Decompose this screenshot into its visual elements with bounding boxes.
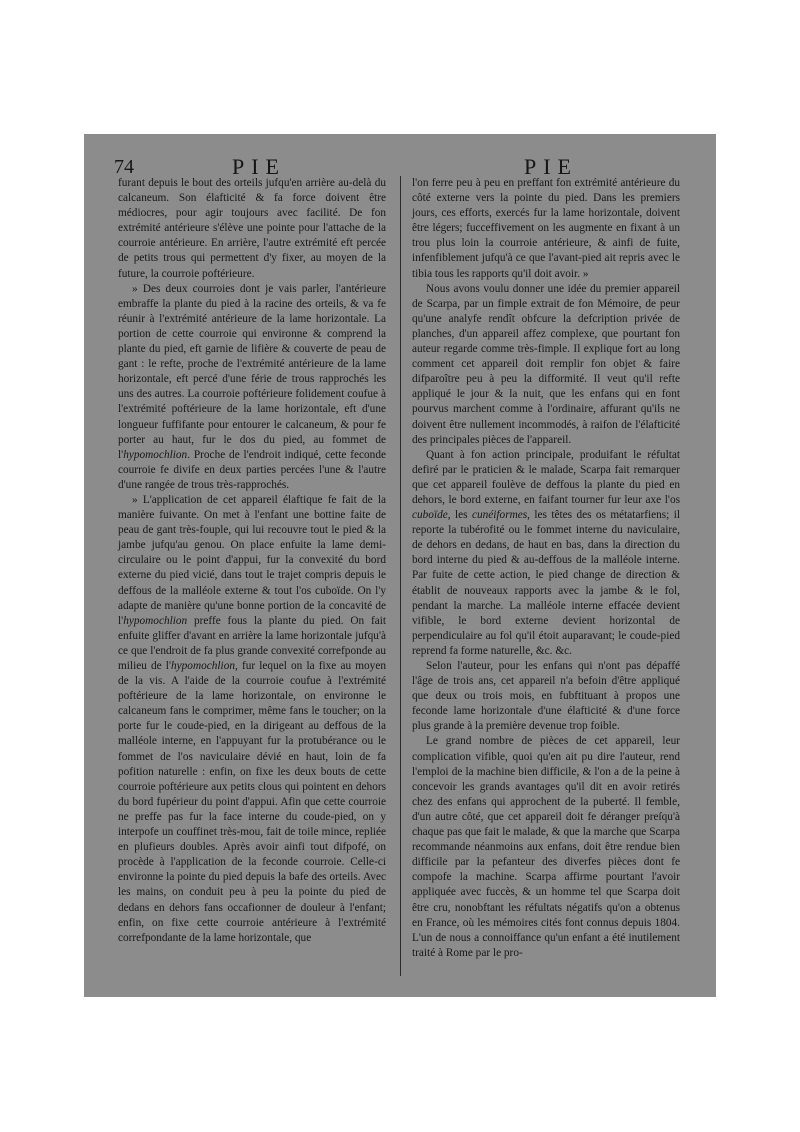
paragraph <box>118 282 386 493</box>
italic-term: cunéiformes <box>471 509 528 522</box>
left-column <box>118 176 386 946</box>
text-run: . Proche de l'endroit indiqué, cette feconde courroie fe divife en deux parties percées l'une & l'autre d'une rangée de trous très-rapprochés. <box>118 448 386 491</box>
italic-term: hypomochlion <box>123 448 188 461</box>
italic-term: cuboïde <box>412 509 448 522</box>
paragraph <box>412 448 680 659</box>
paragraph <box>412 282 680 448</box>
text-run: Nous avons voulu donner une idée du premier appareil de Scarpa, par un fimple extrait de fon Mémoire, de peur qu'une analyfe rendît obfcure la defcription privée de planches, d'un appareil affez complexe, que pourtant fon auteur regarde comme très-fimple. Il explique fort au long comment cet appareil doit remplir fon objet & faire difparoître peu à peu la difformité. Il veut qu'il refte appliqué le jour & la nuit, que les enfans qui en font pourvus marchent comme à l'ordinaire, affurant qu'ils ne doivent être nullement incommodés, à raifon de l'élafticité des principales pièces de l'appareil. <box>412 282 680 446</box>
paragraph <box>118 176 386 282</box>
paragraph <box>118 493 386 946</box>
text-run: Le grand nombre de pièces de cet appareil, leur complication vifible, quoi qu'en ait pu dire l'auteur, rend l'emploi de la machine bien difficile, & l'on a de la peine à concevoir les grands avantages qu'il dit en avoir retirés chez des enfans qui approchent de la puberté. Il femble, d'un autre côté, que cet appareil doit fe déranger preſqu'à chaque pas que fait le malade, & que la marche que Scarpa recommande néanmoins aux enfans, doit être rendue bien difficile par la pefanteur des diverfes pièces dont fe compofe la machine. Scarpa affirme pourtant l'avoir appliquée avec fuccès, & un homme tel que Scarpa doit être cru, nonobftant les réfultats négatifs qu'on a obtenus en France, où les mémoires cités font connus depuis 1804. L'un de nous a connoiffance qu'un enfant a été inutilement traité à Rome par le pro- <box>412 735 680 959</box>
text-run: , fur lequel on la fixe au moyen de la vis. A l'aide de la courroie coufue à l'extrémité poftérieure de la lame horizontale, on environne le calcaneum fans le comprimer, même fans le toucher; on la porte fur le coude-pied, en la dirigeant au deffous de la malléole interne, en l'appuyant fur la protubérance ou le fommet de l'os naviculaire dévié en haut, loin de fa pofition naturelle : enfin, on fixe les deux bouts de cette courroie poftérieure aux petits clous qui pointent en dehors du bord fupérieur du point d'appui. Afin que cette courroie ne preffe pas fur la face interne du coude-pied, on y interpofe un couffinet très-mou, fait de toile mince, repliée en plufieurs doubles. Après avoir ainfi tout difpofé, on procède à l'application de la feconde courroie. Celle-ci environne la pointe du pied depuis la bafe des orteils. Avec les mains, on conduit peu à peu la pointe du pied de dedans en dehors fans occafionner de douleur à l'enfant; enfin, on fixe cette courroie antérieure à l'extrémité correfpondante de la lame horizontale, que <box>118 660 386 944</box>
text-run: » Des deux courroies dont je vais parler, l'antérieure embraffe la plante du pied à la racine des orteils, & va fe réunir à l'extrémité antérieure de la lame horizontale. La portion de cette courroie qui environne & comprend la plante du pied, eft garnie de lifière & couverte de peau de gant : le refte, proche de l'extrémité antérieure de la lame horizontale, eft percé d'une férie de trous rapprochés les uns des autres. La courroie poftérieure folidement coufue à l'extrémité poftérieure de la lame horizontale, eft d'une longueur fuffifante pour entourer le calcaneum, & pour fe porter au haut, fur le dos du pied, au fommet de l' <box>118 282 386 461</box>
page-number: 74 <box>114 156 134 178</box>
text-run: Selon l'auteur, pour les enfans qui n'ont pas dépaffé l'âge de trois ans, cet appareil n'a befoin d'être appliqué que deux ou trois mois, en fubftituant à propos une feconde lame horizontale d'une élafticité & d'une force plus grande à la première devenue trop foible. <box>412 660 680 733</box>
text-run: , les <box>447 509 472 522</box>
text-run: , les têtes des os métatarfiens; il reporte la tubérofité ou le fommet interne du naviculaire, de dehors en dedans, de haut en bas, dans la direction du bord interne du pied & au-deffous de la malléole interne. Par fuite de cette action, le pied change de direction & établit de nouveaux rapports avec la jambe & le fol, pendant la marche. La malléole interne effacée devient vifible, le bord externe devient horizontal de perpendiculaire au fol qu'il étoit auparavant; le coude-pied reprend fa forme naturelle, &c. &c. <box>412 509 680 657</box>
paragraph <box>412 176 680 282</box>
italic-term: hypomochlion <box>123 614 188 627</box>
text-run: » L'application de cet appareil élaftique fe fait de la manière fuivante. On met à l'enfant une bottine faite de peau de gant très-fouple, qui lui recouvre tout le pied & la jambe jufqu'au genou. On place enfuite la lame demi-circulaire ou le point d'appui, fur la convexité du bord externe du pied vicié, dans tout le trajet compris depuis le deffous de la malléole externe & tout l'os cuboïde. On l'y adapte de manière qu'une bonne portion de la concavité de l' <box>118 493 386 627</box>
text-run: l'on ferre peu à peu en preffant fon extrémité antérieure du côté externe vers la pointe du pied. Dans les premiers jours, ces efforts, exercés fur la lame horizontale, doivent être légers; fucceffivement on les augmente en fixant à un trou plus loin la courroie antérieure, & ainfi de fuite, infenfiblement jufqu'à ce que l'avant-pied ait repris avec le tibia tous les rapports qu'il doit avoir. » <box>412 177 680 280</box>
italic-term: hypomochlion <box>170 660 235 672</box>
text-run: furant depuis le bout des orteils jufqu'en arrière au-delà du calcaneum. Son élafticité & fa force doivent être médiocres, pour agir toujours avec facilité. De fon extrémité antérieure s'élève une pointe pour l'attache de la courroie antérieure. En arrière, l'autre extrémité eft percée de petits trous qui permettent d'y fixer, au moyen de la future, la courroie poftérieure. <box>118 177 386 280</box>
running-head-right: PIE <box>524 154 578 179</box>
text-run: preffe fous la plante du pied. On fait enfuite gliffer d'avant en arrière la lame horizontale jufqu'à ce que l'endroit de fa plus grande convexité correfponde au milieu de l' <box>118 614 386 672</box>
running-head-left: PIE <box>232 154 286 179</box>
paragraph <box>412 659 680 734</box>
text-run: Quant à fon action principale, produifant le réfultat defiré par le praticien & le malade, Scarpa fait remarquer que cet appareil foulève de deffous la plante du pied en dehors, le bord externe, en faifant tourner fur leur axe l'os <box>412 448 680 506</box>
column-rule <box>400 176 401 976</box>
right-column <box>412 176 680 961</box>
book-page <box>84 134 716 997</box>
paragraph <box>412 734 680 960</box>
